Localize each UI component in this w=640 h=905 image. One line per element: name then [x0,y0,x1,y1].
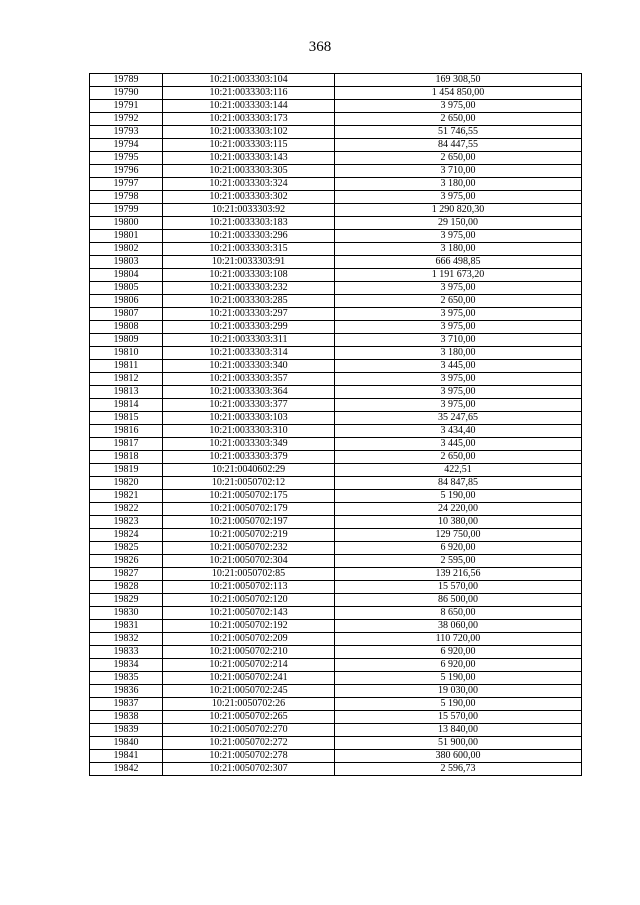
table-row [90,477,582,490]
cadastral-number-cell: 10:21:0050702:209 [163,633,335,646]
row-number-cell: 19812 [90,373,163,386]
row-number-cell: 19815 [90,412,163,425]
table-row [90,165,582,178]
value-cell: 15 570,00 [335,711,582,724]
row-number-cell: 19816 [90,425,163,438]
table-row [90,386,582,399]
row-number-cell: 19813 [90,386,163,399]
value-cell: 29 150,00 [335,217,582,230]
table-row [90,698,582,711]
table-row [90,126,582,139]
table-row [90,282,582,295]
table-row [90,87,582,100]
value-cell: 6 920,00 [335,646,582,659]
cadastral-number-cell: 10:21:0033303:314 [163,347,335,360]
cadastral-number-cell: 10:21:0050702:304 [163,555,335,568]
cadastral-number-cell: 10:21:0050702:85 [163,568,335,581]
cadastral-number-cell: 10:21:0033303:349 [163,438,335,451]
value-cell: 3 445,00 [335,360,582,373]
table-row [90,113,582,126]
row-number-cell: 19822 [90,503,163,516]
row-number-cell: 19842 [90,763,163,776]
cadastral-number-cell: 10:21:0050702:143 [163,607,335,620]
value-cell: 2 650,00 [335,451,582,464]
row-number-cell: 19794 [90,139,163,152]
value-cell: 6 920,00 [335,542,582,555]
table-row [90,243,582,256]
cadastral-number-cell: 10:21:0033303:297 [163,308,335,321]
cadastral-number-cell: 10:21:0033303:104 [163,74,335,87]
cadastral-number-cell: 10:21:0050702:26 [163,698,335,711]
value-cell: 3 445,00 [335,438,582,451]
cadastral-number-cell: 10:21:0033303:377 [163,399,335,412]
data-table [89,73,582,776]
row-number-cell: 19793 [90,126,163,139]
value-cell: 1 454 850,00 [335,87,582,100]
cadastral-number-cell: 10:21:0033303:364 [163,386,335,399]
table-row [90,256,582,269]
row-number-cell: 19826 [90,555,163,568]
value-cell: 3 975,00 [335,399,582,412]
row-number-cell: 19835 [90,672,163,685]
table-row [90,620,582,633]
row-number-cell: 19790 [90,87,163,100]
cadastral-number-cell: 10:21:0033303:144 [163,100,335,113]
value-cell: 86 500,00 [335,594,582,607]
row-number-cell: 19803 [90,256,163,269]
table-row [90,659,582,672]
value-cell: 1 290 820,30 [335,204,582,217]
cadastral-number-cell: 10:21:0033303:232 [163,282,335,295]
value-cell: 19 030,00 [335,685,582,698]
table-row [90,373,582,386]
value-cell: 84 447,55 [335,139,582,152]
row-number-cell: 19837 [90,698,163,711]
value-cell: 3 975,00 [335,100,582,113]
value-cell: 3 975,00 [335,308,582,321]
value-cell: 3 975,00 [335,191,582,204]
row-number-cell: 19829 [90,594,163,607]
value-cell: 3 975,00 [335,386,582,399]
value-cell: 3 710,00 [335,165,582,178]
cadastral-number-cell: 10:21:0050702:210 [163,646,335,659]
row-number-cell: 19802 [90,243,163,256]
cadastral-number-cell: 10:21:0033303:302 [163,191,335,204]
row-number-cell: 19810 [90,347,163,360]
page-number: 368 [308,39,332,55]
row-number-cell: 19808 [90,321,163,334]
cadastral-number-cell: 10:21:0033303:285 [163,295,335,308]
value-cell: 5 190,00 [335,698,582,711]
table-row [90,347,582,360]
cadastral-number-cell: 10:21:0033303:183 [163,217,335,230]
cadastral-number-cell: 10:21:0050702:120 [163,594,335,607]
row-number-cell: 19809 [90,334,163,347]
table-row [90,191,582,204]
table-row [90,633,582,646]
row-number-cell: 19791 [90,100,163,113]
table-row [90,763,582,776]
row-number-cell: 19839 [90,724,163,737]
value-cell: 3 180,00 [335,243,582,256]
table-row [90,750,582,763]
cadastral-number-cell: 10:21:0050702:307 [163,763,335,776]
table-row [90,490,582,503]
cadastral-number-cell: 10:21:0033303:103 [163,412,335,425]
cadastral-number-cell: 10:21:0033303:299 [163,321,335,334]
row-number-cell: 19798 [90,191,163,204]
table-row [90,737,582,750]
cadastral-number-cell: 10:21:0033303:315 [163,243,335,256]
table-row [90,594,582,607]
cadastral-number-cell: 10:21:0033303:143 [163,152,335,165]
cadastral-number-cell: 10:21:0050702:12 [163,477,335,490]
value-cell: 3 434,40 [335,425,582,438]
row-number-cell: 19799 [90,204,163,217]
table-row [90,646,582,659]
value-cell: 380 600,00 [335,750,582,763]
value-cell: 3 180,00 [335,347,582,360]
value-cell: 1 191 673,20 [335,269,582,282]
value-cell: 2 650,00 [335,295,582,308]
table-row [90,321,582,334]
row-number-cell: 19832 [90,633,163,646]
row-number-cell: 19789 [90,74,163,87]
row-number-cell: 19819 [90,464,163,477]
table-row [90,230,582,243]
row-number-cell: 19792 [90,113,163,126]
cadastral-number-cell: 10:21:0033303:102 [163,126,335,139]
row-number-cell: 19801 [90,230,163,243]
value-cell: 3 180,00 [335,178,582,191]
row-number-cell: 19817 [90,438,163,451]
table-row [90,685,582,698]
cadastral-number-cell: 10:21:0050702:175 [163,490,335,503]
cadastral-number-cell: 10:21:0050702:265 [163,711,335,724]
value-cell: 666 498,85 [335,256,582,269]
table-row [90,529,582,542]
row-number-cell: 19824 [90,529,163,542]
row-number-cell: 19830 [90,607,163,620]
row-number-cell: 19827 [90,568,163,581]
table-row [90,711,582,724]
table-row [90,399,582,412]
row-number-cell: 19841 [90,750,163,763]
value-cell: 3 975,00 [335,282,582,295]
cadastral-number-cell: 10:21:0033303:108 [163,269,335,282]
row-number-cell: 19805 [90,282,163,295]
row-number-cell: 19796 [90,165,163,178]
value-cell: 169 308,50 [335,74,582,87]
cadastral-number-cell: 10:21:0050702:272 [163,737,335,750]
cadastral-number-cell: 10:21:0033303:116 [163,87,335,100]
table-row [90,334,582,347]
row-number-cell: 19820 [90,477,163,490]
row-number-cell: 19831 [90,620,163,633]
cadastral-number-cell: 10:21:0033303:324 [163,178,335,191]
row-number-cell: 19800 [90,217,163,230]
table-row [90,672,582,685]
table-row [90,464,582,477]
cadastral-number-cell: 10:21:0033303:115 [163,139,335,152]
value-cell: 6 920,00 [335,659,582,672]
row-number-cell: 19834 [90,659,163,672]
table-row [90,724,582,737]
value-cell: 3 975,00 [335,321,582,334]
value-cell: 2 650,00 [335,113,582,126]
row-number-cell: 19811 [90,360,163,373]
cadastral-number-cell: 10:21:0040602:29 [163,464,335,477]
row-number-cell: 19797 [90,178,163,191]
row-number-cell: 19814 [90,399,163,412]
value-cell: 110 720,00 [335,633,582,646]
row-number-cell: 19807 [90,308,163,321]
value-cell: 8 650,00 [335,607,582,620]
table-row [90,360,582,373]
value-cell: 3 975,00 [335,230,582,243]
table-row [90,295,582,308]
table-body [90,74,582,776]
value-cell: 422,51 [335,464,582,477]
table-row [90,308,582,321]
cadastral-number-cell: 10:21:0033303:173 [163,113,335,126]
row-number-cell: 19806 [90,295,163,308]
value-cell: 51 900,00 [335,737,582,750]
value-cell: 38 060,00 [335,620,582,633]
value-cell: 5 190,00 [335,490,582,503]
table-row [90,607,582,620]
row-number-cell: 19825 [90,542,163,555]
cadastral-number-cell: 10:21:0033303:91 [163,256,335,269]
row-number-cell: 19821 [90,490,163,503]
table-row [90,425,582,438]
cadastral-number-cell: 10:21:0033303:311 [163,334,335,347]
cadastral-number-cell: 10:21:0033303:305 [163,165,335,178]
value-cell: 3 975,00 [335,373,582,386]
row-number-cell: 19828 [90,581,163,594]
cadastral-number-cell: 10:21:0050702:113 [163,581,335,594]
table-row [90,139,582,152]
table-row [90,451,582,464]
cadastral-number-cell: 10:21:0033303:92 [163,204,335,217]
table-row [90,74,582,87]
table-row [90,204,582,217]
cadastral-number-cell: 10:21:0050702:192 [163,620,335,633]
row-number-cell: 19838 [90,711,163,724]
table-row [90,100,582,113]
row-number-cell: 19795 [90,152,163,165]
cadastral-number-cell: 10:21:0033303:340 [163,360,335,373]
cadastral-number-cell: 10:21:0050702:219 [163,529,335,542]
row-number-cell: 19818 [90,451,163,464]
cadastral-number-cell: 10:21:0050702:278 [163,750,335,763]
value-cell: 15 570,00 [335,581,582,594]
value-cell: 35 247,65 [335,412,582,425]
value-cell: 3 710,00 [335,334,582,347]
table-row [90,581,582,594]
value-cell: 129 750,00 [335,529,582,542]
cadastral-number-cell: 10:21:0033303:310 [163,425,335,438]
table-row [90,568,582,581]
cadastral-number-cell: 10:21:0050702:270 [163,724,335,737]
table-row [90,438,582,451]
value-cell: 5 190,00 [335,672,582,685]
row-number-cell: 19833 [90,646,163,659]
value-cell: 51 746,55 [335,126,582,139]
value-cell: 2 650,00 [335,152,582,165]
value-cell: 84 847,85 [335,477,582,490]
table-row [90,217,582,230]
table-row [90,555,582,568]
cadastral-number-cell: 10:21:0050702:245 [163,685,335,698]
table-row [90,503,582,516]
cadastral-number-cell: 10:21:0050702:179 [163,503,335,516]
cadastral-number-cell: 10:21:0033303:296 [163,230,335,243]
table-row [90,269,582,282]
value-cell: 139 216,56 [335,568,582,581]
cadastral-number-cell: 10:21:0033303:379 [163,451,335,464]
row-number-cell: 19804 [90,269,163,282]
cadastral-number-cell: 10:21:0050702:197 [163,516,335,529]
cadastral-number-cell: 10:21:0050702:214 [163,659,335,672]
table-row [90,516,582,529]
table-row [90,152,582,165]
row-number-cell: 19823 [90,516,163,529]
table-row [90,178,582,191]
value-cell: 10 380,00 [335,516,582,529]
value-cell: 24 220,00 [335,503,582,516]
cadastral-number-cell: 10:21:0050702:241 [163,672,335,685]
cadastral-number-cell: 10:21:0050702:232 [163,542,335,555]
row-number-cell: 19836 [90,685,163,698]
table-row [90,542,582,555]
table-row [90,412,582,425]
row-number-cell: 19840 [90,737,163,750]
value-cell: 13 840,00 [335,724,582,737]
value-cell: 2 595,00 [335,555,582,568]
value-cell: 2 596,73 [335,763,582,776]
cadastral-number-cell: 10:21:0033303:357 [163,373,335,386]
